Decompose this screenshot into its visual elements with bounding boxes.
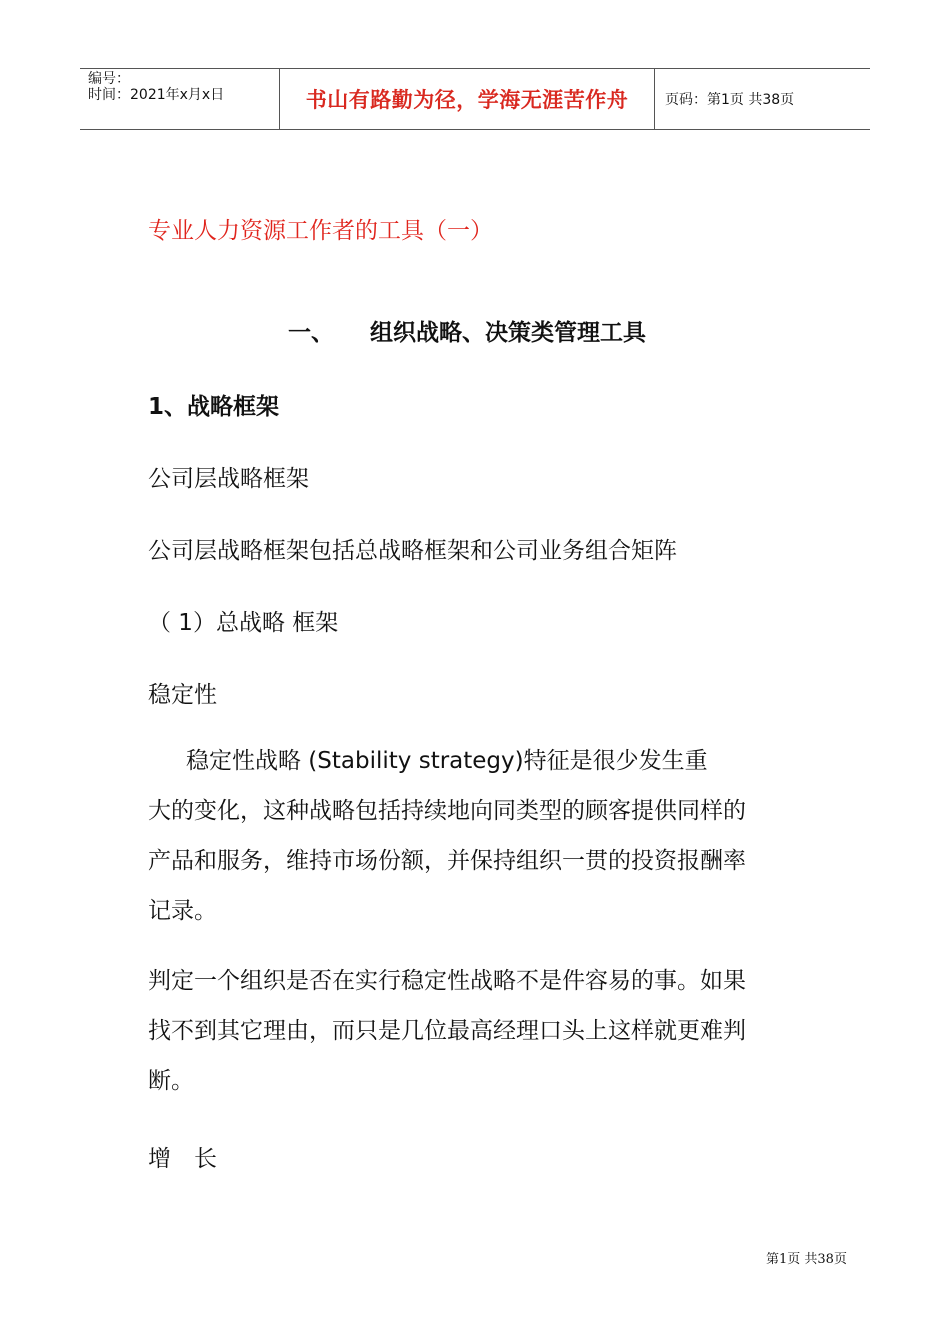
paragraph-line: 找不到其它理由，而只是几位最高经理口头上这样就更难判 (148, 1018, 746, 1044)
section-heading (288, 314, 646, 347)
paragraph-line: 大的变化，这种战略包括持续地向同类型的顾客提供同样的 (148, 798, 746, 824)
header-meta (80, 69, 280, 129)
paragraph-line: 记录。 (148, 898, 217, 924)
text-line: 公司层战略框架包括总战略框架和公司业务组合矩阵 (148, 538, 677, 564)
header-motto: 书山有路勤为径，学海无涯苦作舟 (280, 69, 655, 129)
text-line: （ 1）总战略 框架 (148, 610, 339, 636)
doc-title: 专业人力资源工作者的工具（一） (148, 218, 493, 244)
paragraph-line: 稳定性战略 (Stability strategy)特征是很少发生重 (186, 748, 708, 774)
section-title: 组织战略、决策类管理工具 (370, 320, 646, 346)
header-table (80, 68, 870, 130)
paragraph-line: 判定一个组织是否在实行稳定性战略不是件容易的事。如果 (148, 968, 746, 994)
paragraph-line: 断。 (148, 1068, 194, 1094)
footer-page-number: 第1页 共38页 (766, 1252, 847, 1267)
subsection-heading: 1、战略框架 (148, 394, 280, 420)
text-line: 增 长 (148, 1146, 217, 1172)
paragraph-line: 产品和服务，维持市场份额，并保持组织一贯的投资报酬率 (148, 848, 746, 874)
text-line: 公司层战略框架 (148, 466, 309, 492)
serial-label: 编号： (88, 71, 130, 87)
paragraph-judgement (148, 956, 818, 1106)
text-line: 稳定性 (148, 682, 217, 708)
header-page-label: 页码：第1页 共38页 (665, 92, 795, 108)
date-label: 时间：2021年x月x日 (88, 87, 225, 103)
paragraph-stability (148, 736, 818, 936)
section-number: 一、 (288, 320, 334, 346)
